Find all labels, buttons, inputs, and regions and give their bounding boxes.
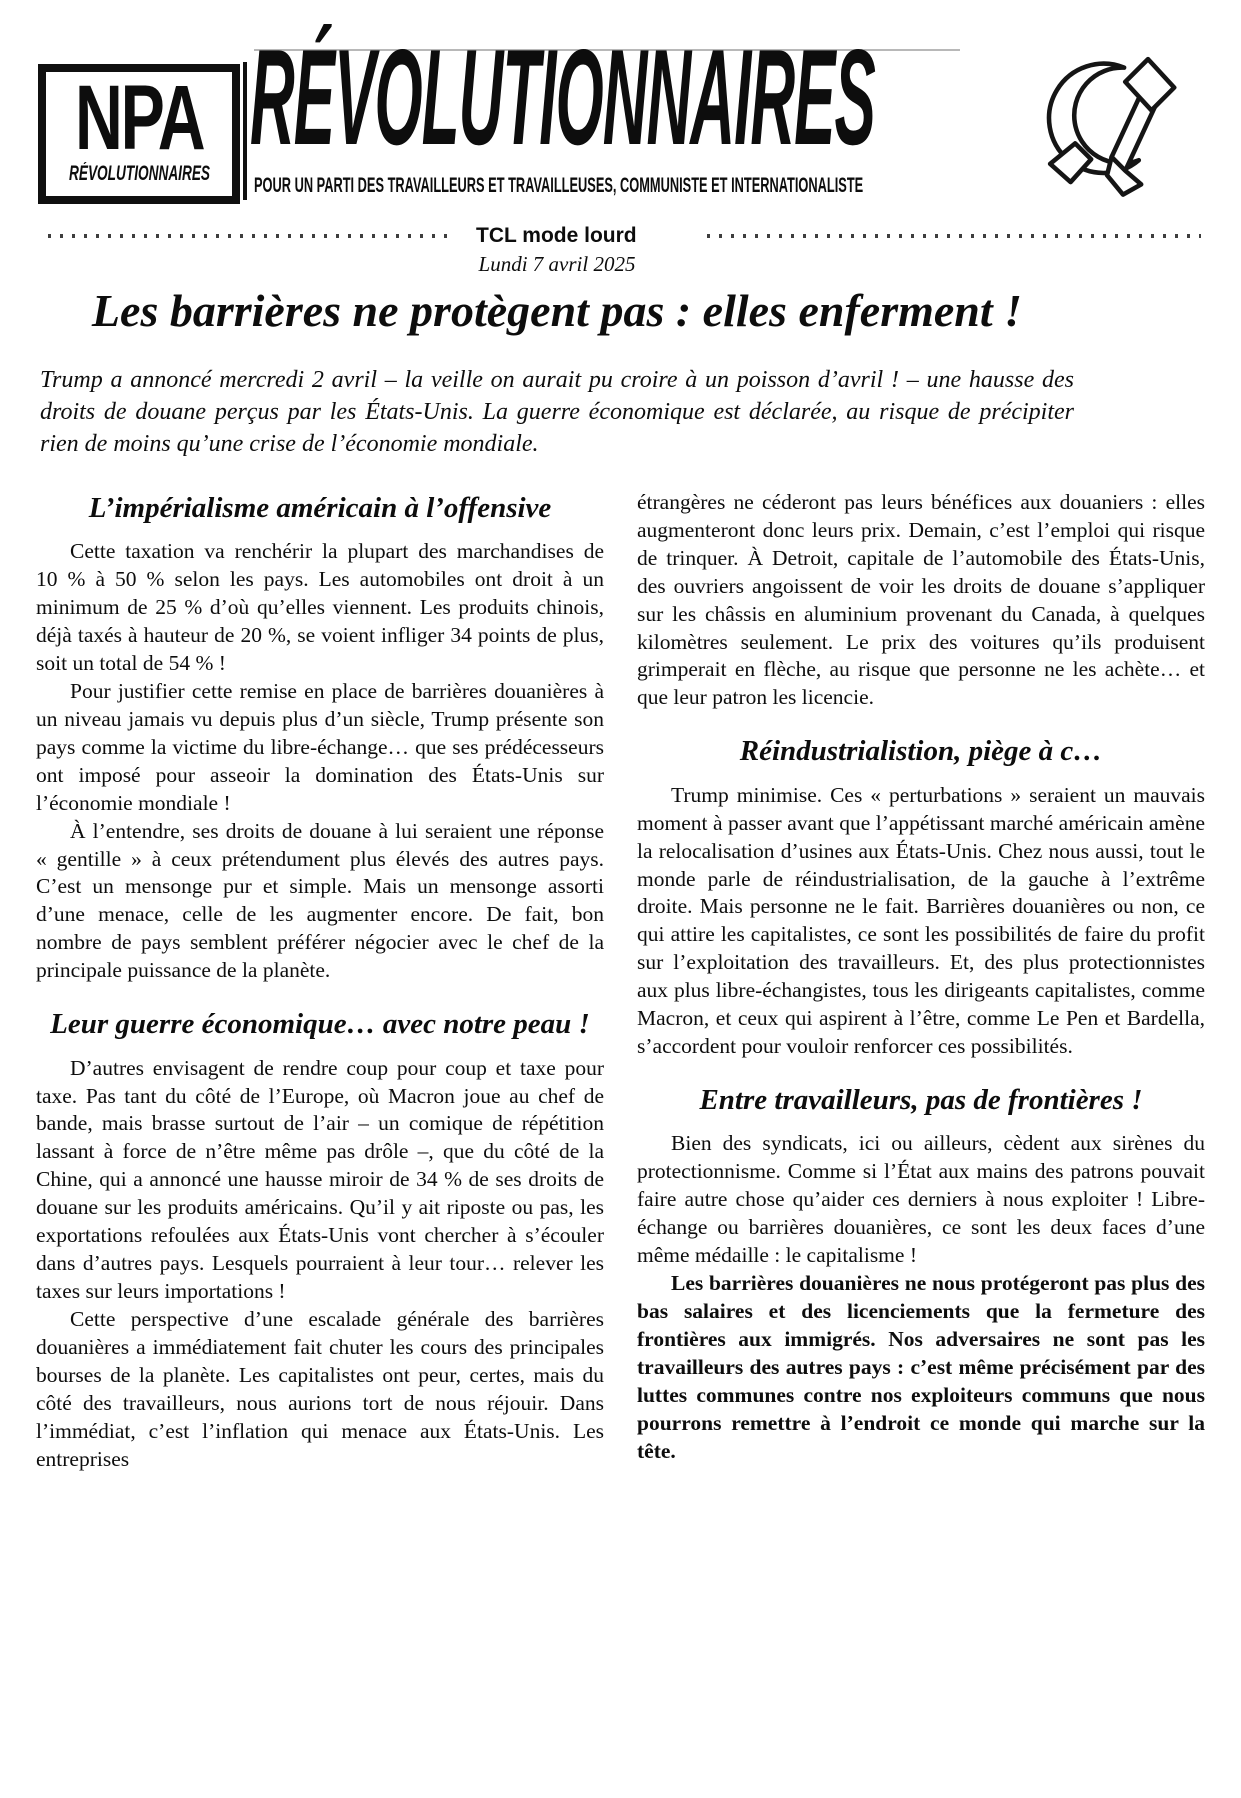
article-head [40,252,1074,461]
body-paragraph: Trump minimise. Ces « perturbations » seraient un mauvais moment à passer avant que l’appétissant marché américain amène la relocalisation d’usines aux États-Unis. Chez nous aussi, tout le monde parle de réindustrialisation, de la gauche à l’extrême droite. Mais personne ne le fait. Barrières douanières ou non, ce qui attire les capitalistes, ce sont les possibilités de faire du profit sur l’exploitation des travailleurs. Et, des plus protectionnistes aux plus libre-échangistes, tous les dirigeants capitalistes, comme Macron, et ceux qui aspirent à l’être, comme Le Pen et Bardella, s’accordent pour vouloir renforcer ces possibilités. [637,782,1205,1059]
body-paragraph: Cette taxation va renchérir la plupart des marchandises de 10 % à 50 % selon les pays. Les automobiles ont droit à un minimum de 25 % d’où qu’elles viennent. Les produits chinois, déjà taxés à hauteur de 20 %, se voient infliger 34 points de plus, soit un total de 54 % ! [36,539,604,675]
dateline: Lundi 7 avril 2025 [478,252,636,276]
lede-paragraph: Trump a annoncé mercredi 2 avril – la veille on aurait pu croire à un poisson d’avril ! – une hausse des droits de douane perçus par les États-Unis. La guerre économique est déclarée, au risque de précipiter rien de moins qu’une crise de l’économie mondiale. [40,367,1074,457]
masthead-title-block [248,21,1005,208]
masthead-title: RÉVOLUTIONNAIRES [250,21,875,173]
npa-logo-subtitle: RÉVOLUTIONNAIRES [68,161,210,185]
section-heading: Leur guerre économique… avec notre peau ! [50,1008,590,1041]
masthead-divider [243,62,247,200]
body-paragraph: étrangères ne céderont pas leurs bénéfices aux douaniers : elles augmenteront donc leurs prix. Demain, c’est l’emploi qui risque de trinquer. À Detroit, capitale de l’automobile des États-Unis, des ouvriers angoissent de voir les droits de douane s’appliquer sur les châssis en aluminium provenant du Canada, à quelques kilomètres seulement. Le prix des voitures qu’ils produisent grimperait en flèche, au risque que personne ne les achète… et que leur patron les licencie. [637,489,1205,710]
kicker-label: TCL mode lourd [476,224,637,247]
headline: Les barrières ne protègent pas : elles enferment ! [91,285,1023,336]
dotted-rule-left [48,234,456,238]
body-paragraph: D’autres envisagent de rendre coup pour coup et taxe pour taxe. Pas tant du côté de l’Europe, où Macron joue au chef de bande, mais brasse surtout de l’air – un comique de répétition lassant à force de n’être même pas drôle –, que du côté de la Chine, qui a annoncé une hausse miroir de 34 % de ses droits de douane sur les produits américains. Qu’il y ait riposte ou pas, les exportations refoulées aux États-Unis vont chercher à s’écouler dans d’autres pays. Lesquels pourraient à leur tour… relever les taxes sur leurs importations ! [36,1055,604,1304]
hammer-and-sickle-icon [1040,50,1190,198]
npa-logo-acronym: NPA [74,67,204,170]
dotted-rule-right [707,234,1201,238]
body-paragraph: À l’entendre, ses droits de douane à lui seraient une réponse « gentille » à ceux prétendument plus élevés des autres pays. C’est un mensonge pur et simple. Mais un mensonge assorti d’une menace, celle de les augmenter encore. De fait, bon nombre de pays semblent préférer négocier avec le chef de la principale puissance de la planète. [36,818,604,983]
npa-logo [38,64,240,204]
right-column [637,489,1205,1474]
masthead-subtitle: POUR UN PARTI DES TRAVAILLEURS ET TRAVAILLEUSES, COMMUNISTE ET INTERNATIONALISTE [254,174,864,197]
section-heading: L’impérialisme américain à l’offensive [88,491,552,524]
body-paragraph: Bien des syndicats, ici ou ailleurs, cèdent aux sirènes du protectionnisme. Comme si l’État aux mains des patrons pouvait faire autre chose qu’aider ces derniers à nous exploiter ! Libre-échange ou barrières douanières, ce sont les deux faces d’une même médaille : le capitalisme ! [637,1131,1205,1268]
body-paragraph-emphasis: Les barrières douanières ne nous protégeront pas plus des bas salaires et des licenciements que la fermeture des frontières aux immigrés. Nos adversaires ne sont pas les travailleurs des autres pays : c’est même précisément par des luttes communes contre nos exploiteurs communs que nous pourrons remettre à l’endroit ce monde qui marche sur la tête. [637,1271,1205,1463]
section-heading: Réindustrialistion, piège à c… [739,735,1103,768]
kicker-row [36,224,1205,248]
body-paragraph: Pour justifier cette remise en place de barrières douanières à un niveau jamais vu depuis plus d’un siècle, Trump présente son pays comme la victime du libre-échange… que ses prédécesseurs ont imposé pour asseoir la domination des États-Unis sur l’économie mondiale ! [36,678,604,815]
article-columns [36,489,1205,1474]
section-heading: Entre travailleurs, pas de frontières ! [699,1084,1143,1117]
body-paragraph: Cette perspective d’une escalade générale des barrières douanières a immédiatement fait chuter les cours des principales bourses de la planète. Les capitalistes ont peur, certes, mais du côté des travailleurs, nous aurions tort de nous réjouir. Dans l’immédiat, c’est l’inflation qui menace aux États-Unis. Les entreprises [36,1307,604,1471]
masthead [36,21,1205,208]
leaflet-page [0,21,1241,1798]
left-column [36,489,604,1474]
